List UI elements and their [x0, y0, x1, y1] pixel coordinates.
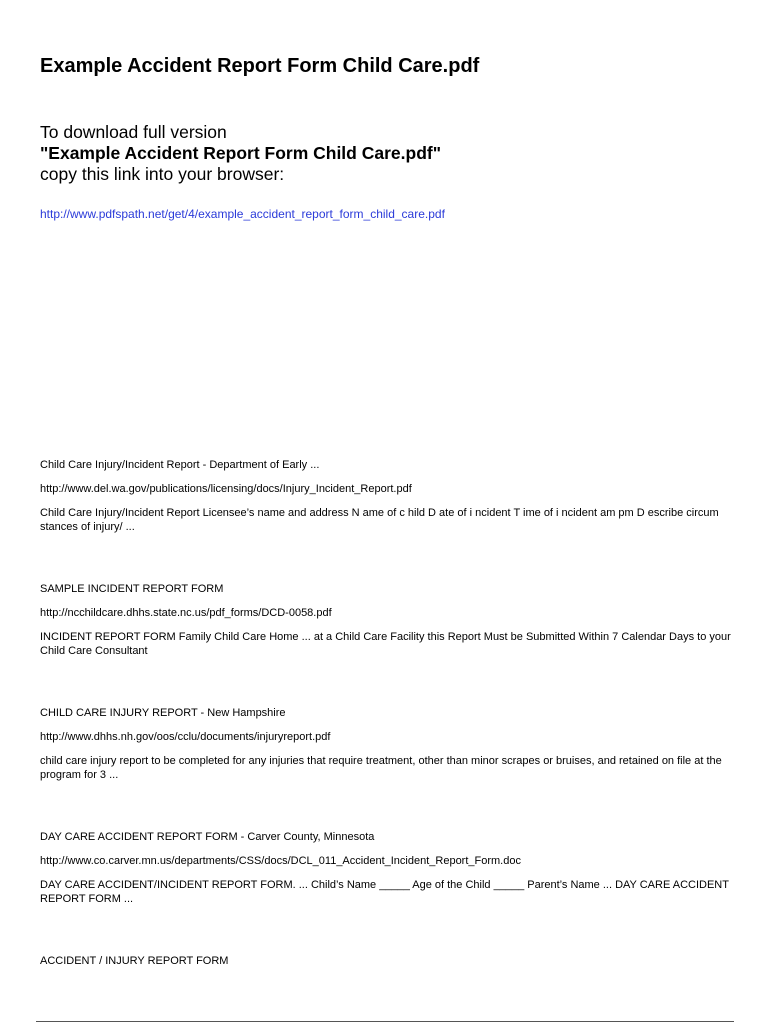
page-title: Example Accident Report Form Child Care.pdf	[40, 55, 480, 77]
list-item	[40, 954, 752, 968]
result-snippet: child care injury report to be completed for any injuries that require treatment, other than minor scrapes or bruises, and retained on file at the program for 3 ...	[40, 755, 722, 781]
list-item	[40, 706, 752, 782]
download-line-1: To download full version	[40, 122, 227, 142]
results-list	[40, 458, 752, 1016]
list-item	[40, 582, 752, 658]
download-line-3: copy this link into your browser:	[40, 164, 285, 184]
download-instructions	[40, 122, 441, 185]
result-title: CHILD CARE INJURY REPORT - New Hampshire	[40, 707, 286, 719]
result-url: http://www.dhhs.nh.gov/oos/cclu/documents/injuryreport.pdf	[40, 731, 331, 743]
list-item	[40, 830, 752, 906]
result-url: http://www.co.carver.mn.us/departments/CSS/docs/DCL_011_Accident_Incident_Report_Form.doc	[40, 855, 521, 867]
result-snippet: INCIDENT REPORT FORM Family Child Care Home ... at a Child Care Facility this Report Must be Submitted Within 7 Calendar Days to your Child Care Consultant	[40, 631, 731, 657]
list-item	[40, 458, 752, 534]
download-link[interactable]: http://www.pdfspath.net/get/4/example_accident_report_form_child_care.pdf	[40, 207, 445, 221]
download-filename: "Example Accident Report Form Child Care.pdf"	[40, 143, 442, 163]
result-snippet: Child Care Injury/Incident Report Licensee’s name and address N ame of c hild D ate of i ncident T ime of i ncident am pm D escribe circum stances of injury/ ...	[40, 507, 719, 533]
result-title: Child Care Injury/Incident Report - Department of Early ...	[40, 459, 320, 471]
result-url: http://ncchildcare.dhhs.state.nc.us/pdf_forms/DCD-0058.pdf	[40, 607, 332, 619]
result-title: SAMPLE INCIDENT REPORT FORM	[40, 583, 224, 595]
result-snippet: DAY CARE ACCIDENT/INCIDENT REPORT FORM. ... Child’s Name _____ Age of the Child _____ Parent’s Name ... DAY CARE ACCIDENT REPORT FORM ...	[40, 879, 729, 905]
result-title: DAY CARE ACCIDENT REPORT FORM - Carver County, Minnesota	[40, 831, 375, 843]
footer-divider	[36, 1021, 734, 1022]
result-url: http://www.del.wa.gov/publications/licensing/docs/Injury_Incident_Report.pdf	[40, 483, 412, 495]
result-title: ACCIDENT / INJURY REPORT FORM	[40, 955, 229, 967]
